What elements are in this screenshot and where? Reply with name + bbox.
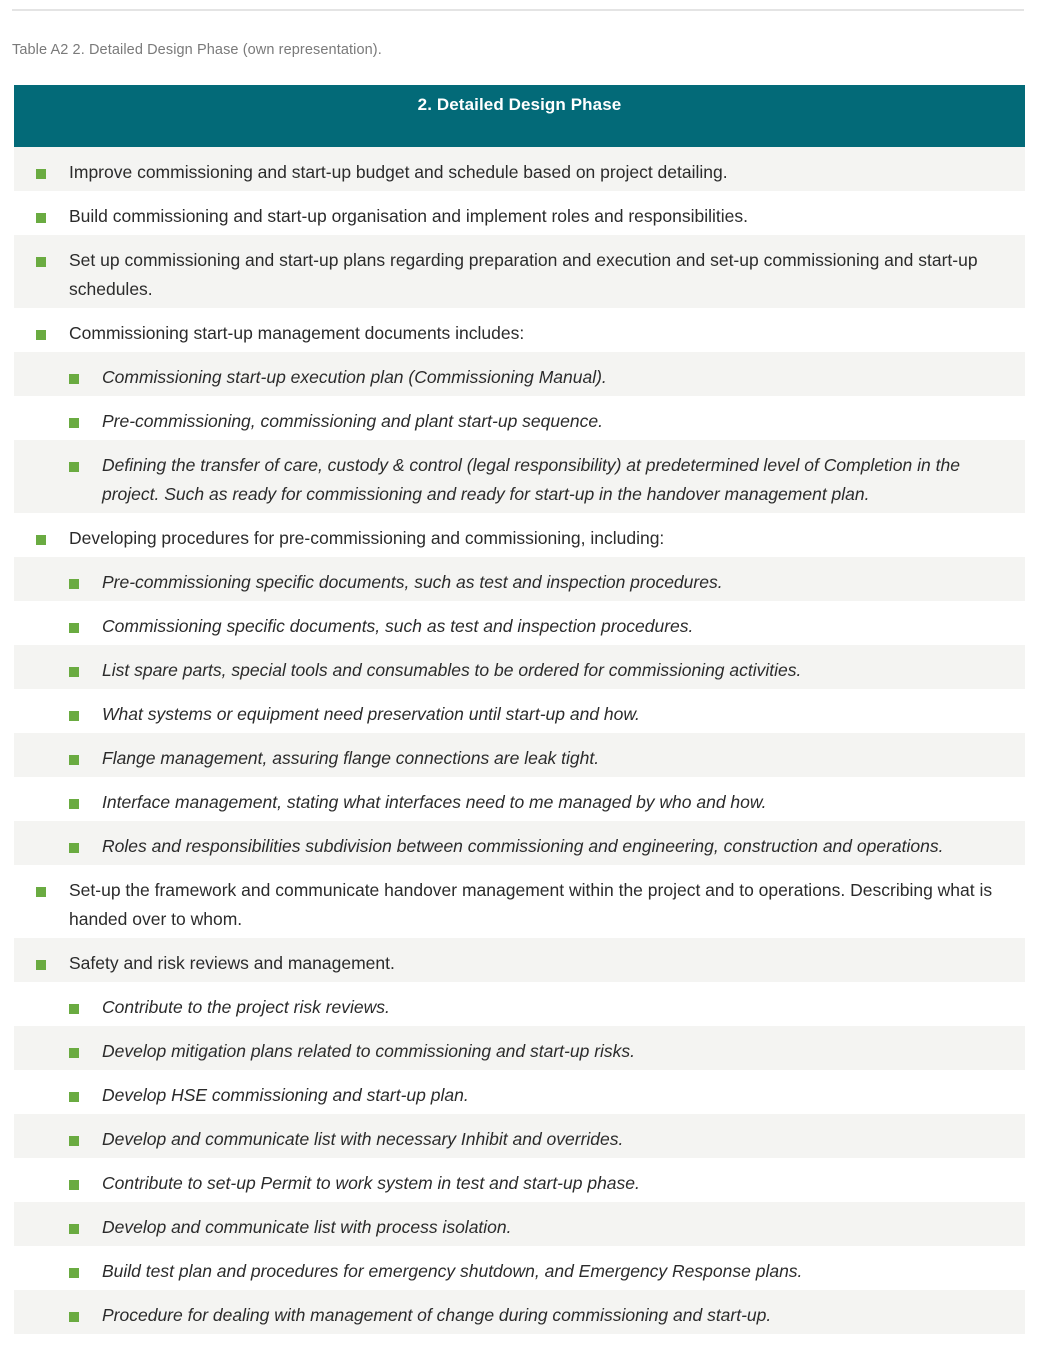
square-bullet-icon <box>69 755 79 765</box>
square-bullet-icon <box>36 960 46 970</box>
list-item-text: Commissioning start-up execution plan (Commissioning Manual). <box>102 367 607 387</box>
square-bullet-icon <box>69 462 79 472</box>
square-bullet-icon <box>36 887 46 897</box>
list-item-text: Flange management, assuring flange connections are leak tight. <box>102 748 600 768</box>
square-bullet-icon <box>69 623 79 633</box>
list-item-text: Safety and risk reviews and management. <box>69 953 395 973</box>
list-item-text: Develop mitigation plans related to commissioning and start-up risks. <box>102 1041 636 1061</box>
list-item-text: List spare parts, special tools and consumables to be ordered for commissioning activities. <box>102 660 802 680</box>
square-bullet-icon <box>69 1312 79 1322</box>
list-item-text: Roles and responsibilities subdivision between commissioning and engineering, construction and operations. <box>102 836 944 856</box>
list-item-text: Develop and communicate list with necessary Inhibit and overrides. <box>102 1129 624 1149</box>
sub-list-item <box>14 557 1025 601</box>
square-bullet-icon <box>36 169 46 179</box>
square-bullet-icon <box>36 330 46 340</box>
sub-list-item <box>14 733 1025 777</box>
sub-list-item <box>14 821 1025 865</box>
sub-list-item <box>14 982 1025 1026</box>
list-item-text: Developing procedures for pre-commissioning and commissioning, including: <box>69 528 665 548</box>
list-item-text: Develop HSE commissioning and start-up plan. <box>102 1085 469 1105</box>
sub-list-item <box>14 1070 1025 1114</box>
list-item <box>14 191 1025 235</box>
list-item-text: Build commissioning and start-up organisation and implement roles and responsibilities. <box>69 206 748 226</box>
list-item-text: Improve commissioning and start-up budget and schedule based on project detailing. <box>69 162 728 182</box>
list-item-text: Set up commissioning and start-up plans regarding preparation and execution and set-up commissioning and start-up schedules. <box>69 250 978 299</box>
list-item-text: Procedure for dealing with management of change during commissioning and start-up. <box>102 1305 772 1325</box>
square-bullet-icon <box>69 579 79 589</box>
sub-list-item <box>14 1246 1025 1290</box>
square-bullet-icon <box>69 374 79 384</box>
square-bullet-icon <box>69 1136 79 1146</box>
square-bullet-icon <box>69 1004 79 1014</box>
list-item-text: Build test plan and procedures for emergency shutdown, and Emergency Response plans. <box>102 1261 803 1281</box>
list-item-text: Commissioning specific documents, such as test and inspection procedures. <box>102 616 694 636</box>
list-item-text: Set-up the framework and communicate handover management within the project and to operations. Describing what is handed over to whom. <box>69 880 993 929</box>
list-item-text: Contribute to the project risk reviews. <box>102 997 390 1017</box>
square-bullet-icon <box>69 843 79 853</box>
sub-list-item <box>14 1202 1025 1246</box>
list-item <box>14 865 1025 938</box>
square-bullet-icon <box>69 711 79 721</box>
table-caption: Table A2 2. Detailed Design Phase (own representation). <box>12 42 382 58</box>
square-bullet-icon <box>69 1048 79 1058</box>
sub-list-item <box>14 1114 1025 1158</box>
square-bullet-icon <box>69 1092 79 1102</box>
list-item-text: Interface management, stating what interfaces need to me managed by who and how. <box>102 792 767 812</box>
square-bullet-icon <box>69 667 79 677</box>
square-bullet-icon <box>69 799 79 809</box>
sub-list-item <box>14 645 1025 689</box>
square-bullet-icon <box>69 1268 79 1278</box>
detailed-design-phase-table <box>14 85 1025 1334</box>
square-bullet-icon <box>36 213 46 223</box>
list-item-text: Contribute to set-up Permit to work system in test and start-up phase. <box>102 1173 640 1193</box>
list-item-text: Pre-commissioning, commissioning and plant start-up sequence. <box>102 411 603 431</box>
list-item-text: Develop and communicate list with process isolation. <box>102 1217 512 1237</box>
square-bullet-icon <box>36 257 46 267</box>
list-item <box>14 938 1025 982</box>
table-body <box>14 147 1025 1334</box>
list-item <box>14 308 1025 352</box>
square-bullet-icon <box>69 1224 79 1234</box>
sub-list-item <box>14 352 1025 396</box>
square-bullet-icon <box>36 535 46 545</box>
list-item-text: Defining the transfer of care, custody & control (legal responsibility) at predetermined level of Completion in the project. Such as ready for commissioning and ready for start-up in the handover management plan. <box>102 455 960 504</box>
list-item-text: Pre-commissioning specific documents, such as test and inspection procedures. <box>102 572 723 592</box>
list-item <box>14 147 1025 191</box>
list-item <box>14 235 1025 308</box>
sub-list-item <box>14 1158 1025 1202</box>
square-bullet-icon <box>69 1180 79 1190</box>
sub-list-item <box>14 440 1025 513</box>
top-divider <box>12 9 1024 11</box>
list-item-text: What systems or equipment need preservation until start-up and how. <box>102 704 640 724</box>
list-item-text: Commissioning start-up management documents includes: <box>69 323 525 343</box>
sub-list-item <box>14 777 1025 821</box>
sub-list-item <box>14 1026 1025 1070</box>
sub-list-item <box>14 689 1025 733</box>
list-item <box>14 513 1025 557</box>
sub-list-item <box>14 1290 1025 1334</box>
square-bullet-icon <box>69 418 79 428</box>
table-header: 2. Detailed Design Phase <box>14 85 1025 147</box>
sub-list-item <box>14 601 1025 645</box>
sub-list-item <box>14 396 1025 440</box>
